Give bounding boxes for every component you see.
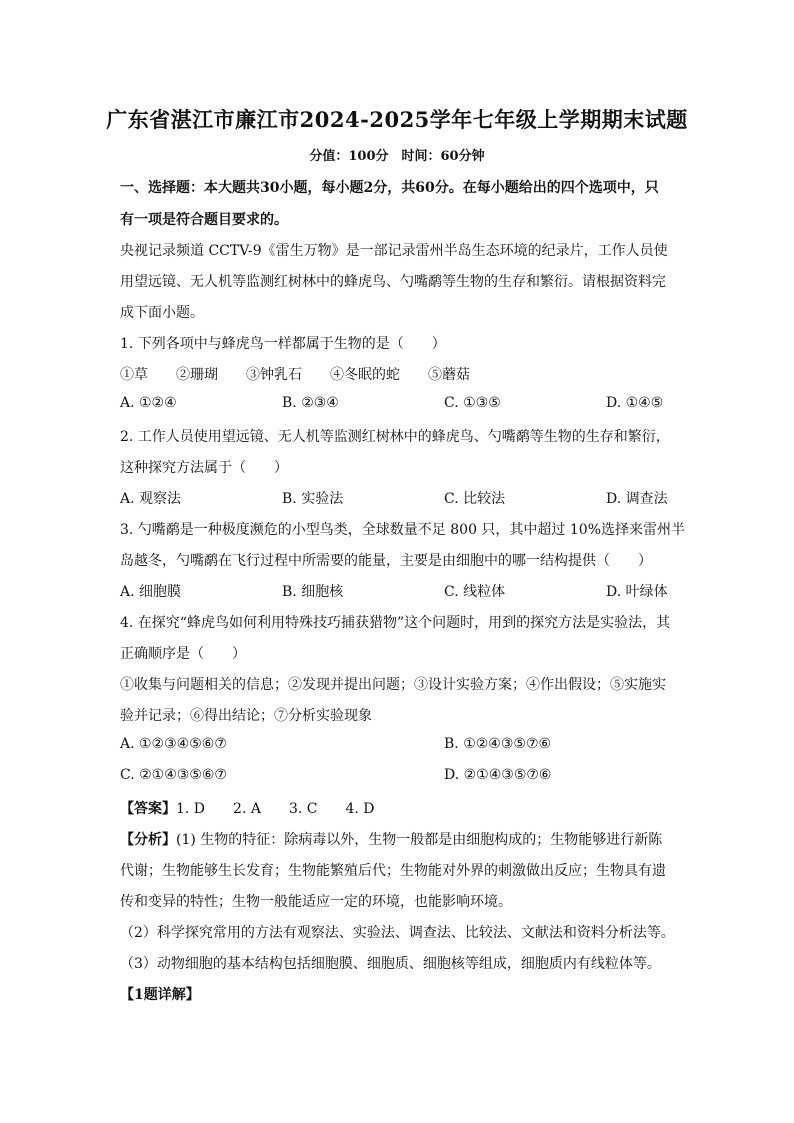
q4-steps-line2: 验并记录；⑥得出结论；⑦分析实验现象 [120,708,372,724]
q4-stem-line1: 4. 在探究“蜂虎鸟如何利用特殊技巧捕获猎物”这个问题时，用到的探究方法是实验法，其 [120,615,671,631]
section-heading-line2: 有一项是符合题目要求的。 [120,212,288,228]
detail-heading: 【1题详解】 [120,987,200,1003]
analysis-line3: 传和变异的特性；生物一般能适应一定的环境，也能影响环境。 [120,894,512,910]
q1-stem: 1. 下列各项中与蜂虎鸟一样都属于生物的是（ ） [120,336,446,352]
q1-option-b: B. ②③④ [282,395,339,411]
q1-option-a: A. ①②④ [120,395,177,411]
q2-stem-line1: 2. 工作人员使用望远镜、无人机等监测红树林中的蜂虎鸟、勺嘴鹬等生物的生存和繁衍， [120,429,670,445]
q4-option-b: B. ①②④③⑤⑦⑥ [444,736,552,752]
q3-option-b: B. 细胞核 [282,584,344,600]
q2-option-d: D. 调查法 [606,491,668,507]
analysis-line5: （3）动物细胞的基本结构包括细胞膜、细胞质、细胞核等组成，细胞质内有线粒体等。 [120,956,661,972]
score-time-info: 分值：100分 时间：60分钟 [309,149,485,164]
q3-stem-line2: 岛越冬，勺嘴鹬在飞行过程中所需要的能量，主要是由细胞中的哪一结构提供（ ） [120,553,652,569]
q3-stem-line1: 3. 勺嘴鹬是一种极度濒危的小型鸟类，全球数量不足 800 只，其中超过 10%选择来雷州半 [120,522,685,538]
intro-line2: 用望远镜、无人机等监测红树林中的蜂虎鸟、勺嘴鹬等生物的生存和繁衍。请根据资料完 [120,274,666,290]
q4-option-d: D. ②①④③⑤⑦⑥ [444,767,552,783]
answer-label: 【答案】 [120,801,176,817]
q2-stem-line2: 这种探究方法属于（ ） [120,460,288,476]
q2-option-b: B. 实验法 [282,491,344,507]
q3-option-a: A. 细胞膜 [120,584,182,600]
analysis-line1 [120,829,662,849]
answer-line [120,798,375,818]
q3-option-d: D. 叶绿体 [606,584,668,600]
analysis-line4: （2）科学探究常用的方法有观察法、实验法、调查法、比较法、文献法和资料分析法等。 [120,925,675,941]
section-heading-line1: 一、选择题：本大题共30小题，每小题2分，共60分。在每小题给出的四个选项中，只 [120,180,659,196]
analysis-line2: 代谢；生物能够生长发育；生物能繁殖后代；生物能对外界的刺激做出反应；生物具有遗 [120,863,666,879]
q2-option-c: C. 比较法 [444,491,506,507]
intro-line3: 成下面小题。 [120,305,204,321]
q4-option-a: A. ①②③④⑤⑥⑦ [120,736,227,752]
q4-stem-line2: 正确顺序是（ ） [120,646,246,662]
answer-text: 1. D 2. A 3. C 4. D [176,801,375,817]
q2-option-a: A. 观察法 [120,491,182,507]
analysis-text-1: (1) 生物的特征：除病毒以外，生物一般都是由细胞构成的；生物能够进行新陈 [176,832,663,848]
q3-option-c: C. 线粒体 [444,584,506,600]
q4-steps-line1: ①收集与问题相关的信息；②发现并提出问题；③设计实验方案；④作出假设；⑤实施实 [120,677,666,693]
q1-option-c: C. ①③⑤ [444,395,501,411]
intro-line1: 央视记录频道 CCTV-9《雷生万物》是一部记录雷州半岛生态环境的纪录片，工作人员使 [120,243,668,259]
q4-option-c: C. ②①④③⑤⑥⑦ [120,767,227,783]
q1-items: ①草 ②珊瑚 ③钟乳石 ④冬眠的蛇 ⑤蘑菇 [120,367,470,383]
analysis-label: 【分析】 [120,832,176,848]
page-title: 广东省湛江市廉江市2024-2025学年七年级上学期期末试题 [106,107,688,132]
q1-option-d: D. ①④⑤ [606,395,664,411]
